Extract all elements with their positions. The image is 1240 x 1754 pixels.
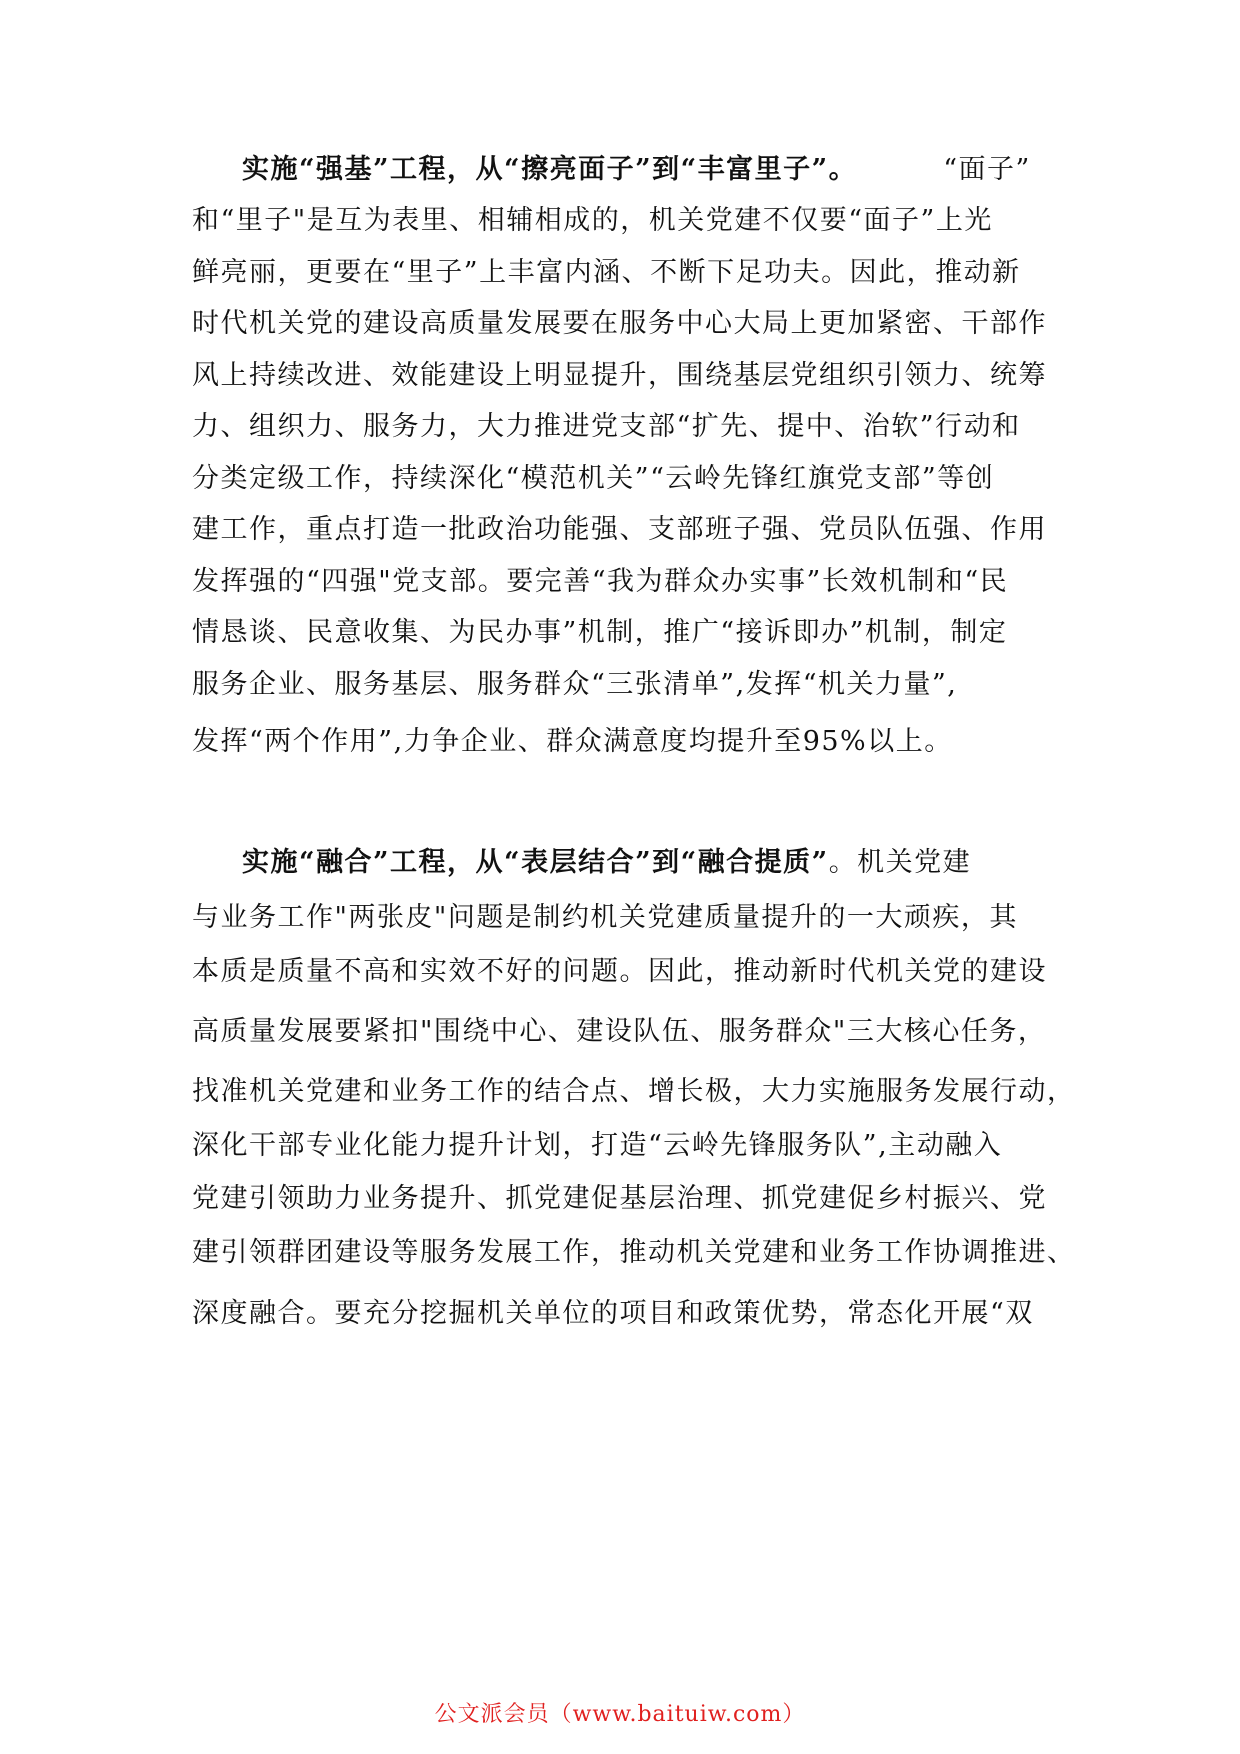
- paragraph-1-line-8: 建工作，重点打造一批政治功能强、支部班子强、党员队伍强、作用: [192, 514, 1047, 545]
- paragraph-2-line-5: 找准机关党建和业务工作的结合点、增长极，大力实施服务发展行动，: [192, 1076, 1076, 1107]
- paragraph-2-line-4: 高质量发展要紧扣"围绕中心、建设队伍、服务群众"三大核心任务，: [192, 1016, 1047, 1047]
- paragraph-1-text: “面子”: [943, 154, 1031, 185]
- paragraph-1-line-10: 情恳谈、民意收集、为民办事”机制，推广“接诉即办”机制，制定: [192, 617, 1008, 648]
- paragraph-2-line-7: 党建引领助力业务提升、抓党建促基层治理、抓党建促乡村振兴、党: [192, 1183, 1047, 1214]
- paragraph-2-line-3: 本质是质量不高和实效不好的问题。因此，推动新时代机关党的建设: [192, 956, 1047, 987]
- paragraph-1-line-5: 风上持续改进、效能建设上明显提升，围绕基层党组织引领力、统筹: [192, 360, 1047, 391]
- paragraph-2-text: 。机关党建: [828, 847, 972, 878]
- paragraph-1-line-1: [192, 152, 1031, 188]
- paragraph-2-line-2: 与业务工作"两张皮"问题是制约机关党建质量提升的一大顽疾，其: [192, 902, 1018, 933]
- paragraph-2-heading: 实施“融合”工程，从“表层结合”到“融合提质”: [242, 847, 829, 878]
- paragraph-2-line-6: 深化干部专业化能力提升计划，打造“云岭先锋服务队”,主动融入: [192, 1130, 1003, 1161]
- paragraph-1-line-6: 力、组织力、服务力，大力推进党支部“扩先、提中、治软”行动和: [192, 411, 1021, 442]
- paragraph-1-line-4: 时代机关党的建设高质量发展要在服务中心大局上更加紧密、干部作: [192, 308, 1047, 339]
- paragraph-1-line-12: 发挥“两个作用”,力争企业、群众满意度均提升至95%以上。: [192, 726, 953, 757]
- paragraph-2-line-1: [192, 845, 971, 881]
- paragraph-1-line-11: 服务企业、服务基层、服务群众“三张清单”,发挥“机关力量”,: [192, 669, 958, 700]
- paragraph-2-line-8: 建引领群团建设等服务发展工作，推动机关党建和业务工作协调推进、: [192, 1237, 1076, 1268]
- paragraph-1-line-2: 和“里子"是互为表里、相辅相成的，机关党建不仅要“面子”上光: [192, 205, 993, 236]
- paragraph-1-heading: 实施“强基”工程，从“擦亮面子”到“丰富里子”。: [242, 154, 858, 185]
- paragraph-1-line-7: 分类定级工作，持续深化“模范机关”“云岭先锋红旗党支部”等创: [192, 463, 995, 494]
- paragraph-1-line-9: 发挥强的“四强"党支部。要完善“我为群众办实事”长效机制和“民: [192, 566, 1009, 597]
- paragraph-2-line-9: 深度融合。要充分挖掘机关单位的项目和政策优势，常态化开展“双: [192, 1298, 1034, 1329]
- paragraph-1-line-3: 鲜亮丽，更要在“里子”上丰富内涵、不断下足功夫。因此，推动新: [192, 257, 1021, 288]
- footer-watermark: 公文派会员（www.baituiw.com）: [434, 1702, 806, 1727]
